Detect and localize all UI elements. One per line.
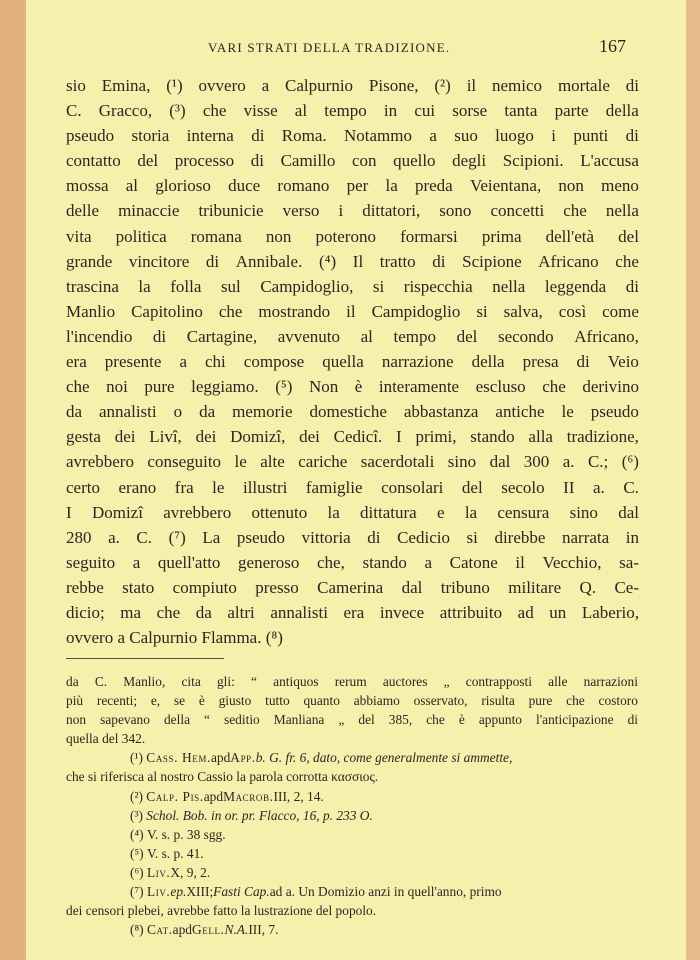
body-line: certo erano fra le illustri famiglie consolari del secolo II a. C. xyxy=(66,477,639,497)
body-line: vita politica romana non poterono formarsi prima dell'età del xyxy=(66,226,639,246)
footnote-text: V. s. p. 38 sgg. xyxy=(146,826,226,842)
footnote-6 xyxy=(66,863,638,882)
footnote-text: b. G. fr. 6, dato, come generalmente si ammette, xyxy=(255,750,513,766)
footnote-text: ad a. Un Domizio anzi in quell'anno, primo xyxy=(269,884,502,900)
page-edge-left xyxy=(0,0,26,960)
body-line: che noi pure leggiamo. (⁵) Non è interamente escluso che derivino xyxy=(66,377,639,397)
footnote-mark: (²) xyxy=(130,788,143,804)
body-line: era presente a chi compose quella narrazione della presa di Veio xyxy=(66,352,639,372)
body-line: rebbe stato compiuto presso Camerina dal tribuno militare Q. Ce- xyxy=(66,577,639,597)
footnote-source: Liv. xyxy=(146,884,171,900)
footnote-4 xyxy=(66,825,638,844)
body-line: sio Emina, (¹) ovvero a Calpurnio Pisone, (²) il nemico mortale di xyxy=(66,76,639,95)
footnote-3 xyxy=(66,806,638,825)
footnote-mark: (⁴) xyxy=(130,826,144,842)
body-line: seguito a quell'atto generoso che, stando a Catone il Vecchio, sa- xyxy=(66,552,639,572)
footnote-8 xyxy=(66,920,638,939)
footnote-work: Macrob. xyxy=(223,788,274,804)
body-line: C. Gracco, (³) che visse al tempo in cui sorse tanta parte della xyxy=(66,101,639,121)
footnotes xyxy=(66,672,638,939)
footnote-2 xyxy=(66,787,638,806)
footnote-mark: (¹) xyxy=(130,750,143,766)
footnote-source: Liv. xyxy=(146,864,171,880)
footnote-work: App. xyxy=(230,750,256,766)
footnote-text: apd xyxy=(203,788,224,804)
footnote-source: Cat. xyxy=(146,922,173,938)
footnote-continuation-line: quella del 342. xyxy=(66,731,146,747)
page-header xyxy=(26,38,686,60)
body-line: da annalisti o da memorie domestiche abbastanza antiche le pseudo xyxy=(66,402,639,422)
footnote-text: ep. xyxy=(170,884,187,900)
footnote-continuation-line: più recenti; e, se è giusto tutto quanto abbiamo osservato, risulta pure che costoro xyxy=(66,693,638,709)
footnote-mark: (⁷) xyxy=(130,884,144,900)
body-line: grande vincitore di Annibale. (⁴) Il tratto di Scipione Africano che xyxy=(66,251,639,271)
body-line: Manlio Capitolino che mostrando il Campidoglio si salva, così come xyxy=(66,301,639,321)
footnote-mark: (⁸) xyxy=(130,922,144,938)
page-edge-right xyxy=(686,0,700,960)
footnote-continuation-line: da C. Manlio, cita gli: “ antiquos rerum auctores „ contrapposti alle narrazioni xyxy=(66,674,638,689)
footnote-source: Cass. Hem. xyxy=(146,750,211,766)
footnote-7-line2: dei censori plebei, avrebbe fatto la lustrazione del popolo. xyxy=(66,903,377,919)
body-line: 280 a. C. (⁷) La pseudo vittoria di Cedicio si direbbe narrata in xyxy=(66,527,639,547)
body-line: gesta dei Livî, dei Domizî, dei Cedicî. I primi, stando alla tradizione, xyxy=(66,427,639,447)
footnote-5 xyxy=(66,844,638,863)
footnote-1 xyxy=(66,748,638,767)
body-line: dicio; ma che da altri annalisti era invece attribuito ad un Laberio, xyxy=(66,602,639,622)
footnote-text: III, 7. xyxy=(248,922,279,938)
body-line: avrebbero conseguito le alte cariche sacerdotali sino dal 300 a. C.; (⁶) xyxy=(66,452,639,472)
footnote-text: V. s. p. 41. xyxy=(146,845,204,861)
body-line: I Domizî avrebbero ottenuto la dittatura e la censura sino dal xyxy=(66,502,639,522)
footnote-text: Fasti Cap. xyxy=(213,884,270,900)
footnote-text: apd xyxy=(172,922,192,938)
footnote-work: Gell. xyxy=(191,922,225,938)
body-text xyxy=(66,73,639,650)
footnote-text: X, 9, 2. xyxy=(170,864,211,880)
footnote-mark: (⁶) xyxy=(130,864,144,880)
body-line: trascina la folla sul Campidoglio, si rispecchia nella leggenda di xyxy=(66,276,639,296)
footnote-text: Schol. Bob. in or. pr. Flacco, 16, p. 233 O. xyxy=(146,807,373,823)
footnote-text: N.A. xyxy=(224,922,249,938)
footnote-1-line2: che si riferisca al nostro Cassio la parola corrotta κασσιος. xyxy=(66,769,379,785)
body-line: delle minaccie tribunicie verso i dittatori, sono concetti che nella xyxy=(66,201,639,221)
footnote-source: Calp. Pis. xyxy=(146,788,204,804)
footnote-mark: (³) xyxy=(130,807,143,823)
body-line: contatto del processo di Camillo con quello degli Scipioni. L'accusa xyxy=(66,151,639,171)
footnote-text: XIII; xyxy=(186,884,214,900)
footnote-continuation-line: non sapevano della “ seditio Manliana „ del 385, che è appunto l'anticipazione di xyxy=(66,712,638,728)
book-page xyxy=(26,0,686,960)
body-line: pseudo storia interna di Roma. Notammo a suo luogo i punti di xyxy=(66,126,639,146)
body-line: mossa al glorioso duce romano per la preda Veientana, non meno xyxy=(66,176,639,196)
footnote-mark: (⁵) xyxy=(130,845,144,861)
body-line: l'incendio di Cartagine, avvenuto al tempo del secondo Africano, xyxy=(66,326,639,346)
page-number: 167 xyxy=(599,36,626,56)
footnote-7 xyxy=(66,882,638,901)
footnote-text: apd xyxy=(210,750,231,766)
footnote-rule xyxy=(66,658,224,659)
body-line: ovvero a Calpurnio Flamma. (⁸) xyxy=(66,628,283,648)
running-head: VARI STRATI DELLA TRADIZIONE. xyxy=(208,40,451,55)
footnote-text: III, 2, 14. xyxy=(273,788,324,804)
